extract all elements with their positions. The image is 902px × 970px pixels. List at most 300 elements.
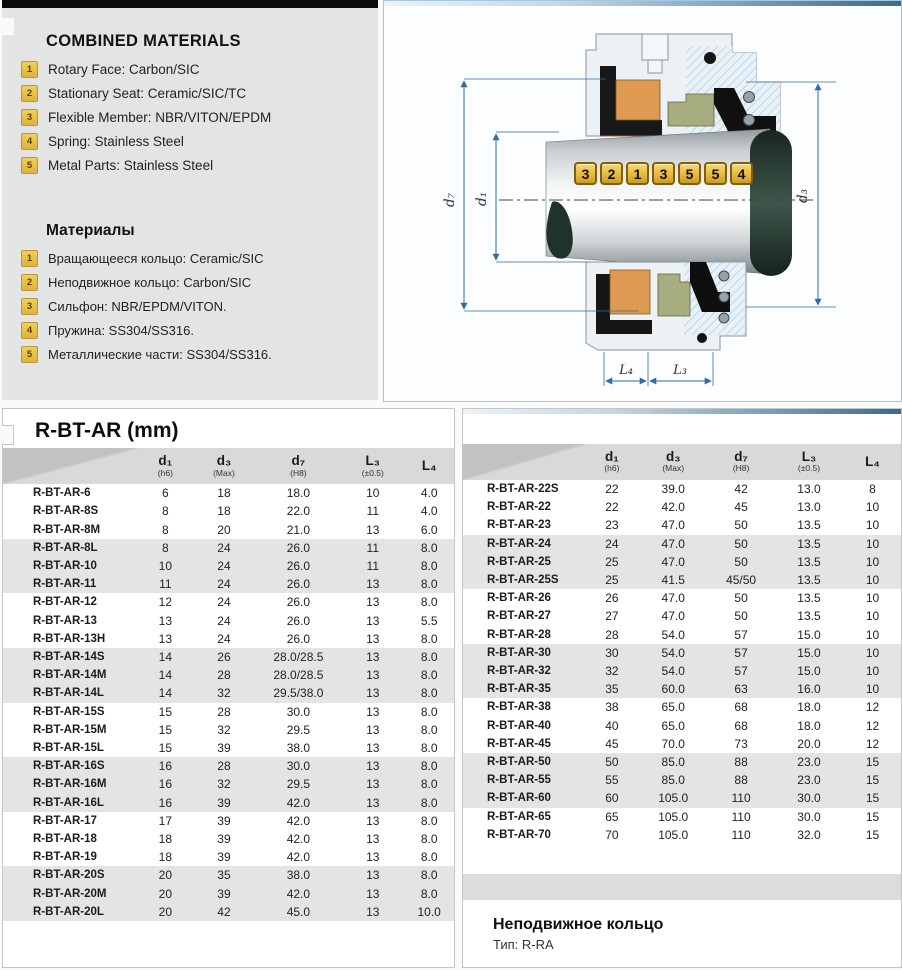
material-text: Rotary Face: Carbon/SIC [48,62,200,77]
value-cell: 41.5 [638,571,708,589]
value-cell: 18 [158,850,173,865]
table-row [3,848,454,866]
model-cell: R-BT-AR-20M [3,885,138,903]
item-number-badge: 4 [21,322,38,339]
value-cell: 8.0 [404,539,454,557]
materials-title-ru: Материалы [46,222,135,239]
top-blue-gradient-bar [463,409,901,414]
value-cell: 13 [366,722,380,737]
value-cell: 18 [217,504,231,519]
value-cell: 13 [341,666,404,684]
model-cell: R-BT-AR-25S [463,571,586,589]
table-row [3,502,454,520]
value-cell: 13.5 [774,535,844,553]
value-cell: 39 [192,794,255,812]
value-cell: 88 [708,753,774,771]
value-cell: 20 [217,522,231,537]
dim-label-d3: d₃ [795,188,811,204]
table-row [463,789,901,807]
value-cell: 26.0 [286,631,311,646]
footer-type: Тип: R-RA [493,937,554,953]
value-cell: 13 [366,832,380,847]
dim-label-L3: L₃ [673,363,687,378]
dim-label-L4: L₄ [619,363,633,378]
material-item [21,322,378,339]
value-cell: 15 [865,809,880,824]
value-cell: 65.0 [661,700,685,715]
value-cell: 15.0 [797,627,821,642]
spring-coil [719,292,729,302]
table-row [3,684,454,702]
value-cell: 88 [708,771,774,789]
value-cell: 42 [192,903,255,921]
top-blue-gradient-bar [384,1,901,6]
value-cell: 16 [138,794,192,812]
value-cell: 39 [217,850,231,865]
value-cell: 27 [605,609,619,624]
dim-label-d7: d₇ [442,192,458,208]
value-cell: 30.0 [256,757,342,775]
value-cell: 13 [341,885,404,903]
value-cell: 26.0 [256,557,342,575]
spring-coil [719,271,729,281]
value-cell: 10 [865,627,880,642]
value-cell: 8.0 [404,866,454,884]
value-cell: 10 [865,609,880,624]
value-cell: 24 [192,557,255,575]
model-cell: R-BT-AR-70 [487,828,551,841]
value-cell: 110 [731,827,751,842]
corner-header-cell [3,448,138,484]
column-header: L₃ (±0.5) [341,448,404,484]
material-text: Вращающееся кольцо: Ceramic/SIC [48,251,264,266]
set-screw [642,34,668,60]
value-cell: 42.0 [286,813,311,828]
value-cell: 13.5 [797,591,821,606]
value-cell: 47.0 [661,518,685,533]
material-item [21,346,378,363]
table-row [463,826,901,844]
value-cell: 18 [158,832,173,847]
value-cell: 10 [366,486,380,501]
model-cell: R-BT-AR-15L [33,742,104,755]
value-cell: 24 [192,575,255,593]
value-cell: 32.0 [797,827,821,842]
value-cell: 8.0 [404,757,454,775]
value-cell: 85.0 [638,771,708,789]
value-cell: 10 [844,571,901,589]
value-cell: 10 [844,680,901,698]
table-row [463,553,901,571]
table-row [3,612,454,630]
table-row [463,735,901,753]
value-cell: 50 [586,753,639,771]
table-row [3,903,454,921]
value-cell: 30.0 [774,789,844,807]
value-cell: 32 [217,722,231,737]
value-cell: 13.5 [797,518,821,533]
materials-list-ru [2,250,378,363]
model-cell: R-BT-AR-22 [487,501,551,514]
value-cell: 13 [366,813,380,828]
value-cell: 29.5 [256,775,342,793]
value-cell: 24 [217,595,231,610]
value-cell: 30.0 [286,704,311,719]
item-number-badge: 1 [21,250,38,267]
table-row [463,644,901,662]
value-cell: 13 [341,903,404,921]
model-cell: R-BT-AR-16M [3,775,138,793]
value-cell: 4.0 [420,504,438,519]
value-cell: 11 [341,539,404,557]
column-header: d₃ (Max) [192,448,255,484]
value-cell: 13 [366,613,380,628]
shaft-end-right [750,130,792,276]
value-cell: 42.0 [256,794,342,812]
value-cell: 10 [844,535,901,553]
diagram-panel [383,0,902,402]
value-cell: 20 [138,885,192,903]
value-cell: 28 [192,666,255,684]
model-cell: R-BT-AR-15M [33,723,107,736]
value-cell: 68 [734,700,748,715]
value-cell: 110 [731,809,751,824]
value-cell: 14 [138,648,192,666]
value-cell: 13 [366,850,380,865]
table-row [3,830,454,848]
value-cell: 6.0 [420,522,438,537]
value-cell: 54.0 [661,627,685,642]
value-cell: 13 [341,648,404,666]
value-cell: 28.0/28.5 [256,666,342,684]
model-cell: R-BT-AR-60 [463,789,586,807]
spring-coil [744,92,755,103]
value-cell: 105.0 [658,827,689,842]
value-cell: 12 [865,700,880,715]
model-cell: R-BT-AR-23 [487,519,551,532]
value-cell: 26.0 [256,539,342,557]
value-cell: 10 [865,500,880,515]
value-cell: 25 [586,553,639,571]
item-number-badge: 2 [21,274,38,291]
value-cell: 105.0 [638,789,708,807]
table-row [3,593,454,611]
callout-badge: 5 [678,162,701,185]
table-row [3,885,454,903]
value-cell: 22 [605,482,619,496]
model-cell: R-BT-AR-50 [463,753,586,771]
value-cell: 8 [869,482,876,496]
value-cell: 26 [192,648,255,666]
table-row [463,535,901,553]
value-cell: 32 [192,775,255,793]
column-header: L₄ [404,448,454,484]
callout-badge: 4 [730,162,753,185]
value-cell: 57 [708,662,774,680]
value-cell: 15.0 [774,662,844,680]
footer-title: Неподвижное кольцо [493,916,664,934]
table-row [463,698,901,716]
value-cell: 50 [734,518,748,533]
value-cell: 54.0 [638,644,708,662]
value-cell: 24 [217,613,231,628]
value-cell: 10 [844,553,901,571]
value-cell: 13.5 [774,553,844,571]
model-cell: R-BT-AR-16L [3,794,138,812]
table-row [3,703,454,721]
table-row [3,739,454,757]
set-screw-tip [648,60,662,73]
value-cell: 10 [844,644,901,662]
value-cell: 45/50 [708,571,774,589]
edge-notch [2,425,14,445]
value-cell: 16.0 [774,680,844,698]
value-cell: 70.0 [661,736,685,751]
value-cell: 39.0 [661,482,685,496]
value-cell: 42.0 [286,832,311,847]
table-row [3,557,454,575]
value-cell: 8.0 [404,684,454,702]
model-cell: R-BT-AR-19 [33,851,97,864]
table-row [3,521,454,539]
value-cell: 25 [586,571,639,589]
column-header: d₁ (h6) [138,448,192,484]
model-cell: R-BT-AR-16S [3,757,138,775]
value-cell: 15 [158,741,173,756]
value-cell: 10 [865,518,880,533]
table-title: R-BT-AR (mm) [35,419,179,442]
value-cell: 5.5 [420,613,438,628]
table-row [3,484,454,502]
table-row [463,808,901,826]
model-cell: R-BT-AR-17 [33,814,97,827]
spring-coil [719,313,729,323]
table-row [463,680,901,698]
value-cell: 13 [158,613,173,628]
value-cell: 65 [605,809,619,824]
value-cell: 22.0 [286,504,311,519]
value-cell: 26.0 [256,575,342,593]
table-row [3,666,454,684]
material-item [21,298,378,315]
value-cell: 39 [217,832,231,847]
value-cell: 15.0 [774,644,844,662]
value-cell: 85.0 [638,753,708,771]
model-cell: R-BT-AR-45 [487,737,551,750]
model-cell: R-BT-AR-35 [463,680,586,698]
value-cell: 55 [586,771,639,789]
value-cell: 24 [217,631,231,646]
table-row [3,812,454,830]
material-text: Пружина: SS304/SS316. [48,323,194,338]
spring-coil [744,115,755,126]
value-cell: 68 [734,718,748,733]
value-cell: 28 [192,757,255,775]
value-cell: 30 [586,644,639,662]
value-cell: 50 [734,609,748,624]
table-row [3,721,454,739]
item-number-badge: 2 [21,85,38,102]
material-text: Металлические части: SS304/SS316. [48,347,272,362]
value-cell: 8 [162,522,169,537]
table-row [3,794,454,812]
table-row [3,866,454,884]
model-cell: R-BT-AR-28 [487,628,551,641]
material-item [21,157,378,174]
model-cell: R-BT-AR-32 [463,662,586,680]
value-cell: 47.0 [638,535,708,553]
value-cell: 6 [162,486,169,501]
value-cell: 8.0 [420,832,438,847]
value-cell: 23.0 [774,753,844,771]
header-row [3,448,454,484]
value-cell: 45 [734,500,748,515]
seat-lower [610,270,650,314]
material-text: Stationary Seat: Ceramic/SIC/TC [48,86,247,101]
value-cell: 110 [708,789,774,807]
model-cell: R-BT-AR-27 [487,610,551,623]
model-cell: R-BT-AR-14S [3,648,138,666]
callout-badge: 1 [626,162,649,185]
value-cell: 20.0 [797,736,821,751]
model-cell: R-BT-AR-8M [33,523,101,536]
value-cell: 47.0 [638,553,708,571]
callout-badges [574,162,753,185]
separator-band [463,874,901,900]
value-cell: 8.0 [420,741,438,756]
value-cell: 29.5 [286,722,311,737]
item-number-badge: 5 [21,157,38,174]
materials-list-en [2,61,378,174]
model-cell: R-BT-AR-13 [33,614,97,627]
value-cell: 16 [138,775,192,793]
value-cell: 38.0 [256,866,342,884]
value-cell: 45 [605,736,619,751]
value-cell: 26.0 [286,595,311,610]
value-cell: 65.0 [661,718,685,733]
value-cell: 11 [138,575,192,593]
value-cell: 14 [138,684,192,702]
model-cell: R-BT-AR-14M [3,666,138,684]
column-header: d₇ (H8) [708,444,774,480]
value-cell: 13.0 [797,482,821,496]
value-cell: 13.5 [774,571,844,589]
model-cell: R-BT-AR-18 [33,833,97,846]
value-cell: 29.5/38.0 [256,684,342,702]
value-cell: 4.0 [420,486,438,501]
value-cell: 30.0 [797,809,821,824]
value-cell: 13 [341,684,404,702]
value-cell: 40 [605,718,619,733]
model-cell: R-BT-AR-8L [3,539,138,557]
value-cell: 8.0 [404,666,454,684]
value-cell: 35 [192,866,255,884]
model-cell: R-BT-AR-20S [3,866,138,884]
value-cell: 8.0 [420,813,438,828]
value-cell: 24 [586,535,639,553]
callout-badge: 2 [600,162,623,185]
material-text: Сильфон: NBR/EPDM/VITON. [48,299,227,314]
value-cell: 18.0 [797,700,821,715]
value-cell: 18 [217,486,231,501]
material-item [21,85,378,102]
value-cell: 8.0 [420,595,438,610]
value-cell: 24 [192,539,255,557]
value-cell: 60 [586,789,639,807]
materials-title-en: COMBINED MATERIALS [46,32,241,50]
value-cell: 13 [366,595,380,610]
item-number-badge: 3 [21,298,38,315]
value-cell: 47.0 [661,609,685,624]
dim-label-d1: d₁ [474,191,490,207]
value-cell: 26.0 [286,613,311,628]
value-cell: 8.0 [420,704,438,719]
value-cell: 13 [341,775,404,793]
value-cell: 12 [865,736,880,751]
table-row [3,775,454,793]
table-row [463,516,901,534]
value-cell: 13 [341,794,404,812]
value-cell: 20 [138,866,192,884]
value-cell: 60.0 [638,680,708,698]
value-cell: 32 [192,684,255,702]
shaft [546,129,770,274]
value-cell: 23.0 [774,771,844,789]
value-cell: 39 [217,813,231,828]
table-row [3,539,454,557]
edge-notch [2,18,14,35]
value-cell: 42.0 [661,500,685,515]
item-number-badge: 5 [21,346,38,363]
value-cell: 54.0 [638,662,708,680]
value-cell: 8.0 [420,631,438,646]
model-cell: R-BT-AR-12 [33,596,97,609]
value-cell: 8 [162,504,169,519]
value-cell: 26 [605,591,619,606]
value-cell: 15 [844,789,901,807]
value-cell: 57 [734,627,748,642]
column-header: d₁ (h6) [586,444,639,480]
value-cell: 39 [192,885,255,903]
value-cell: 13 [158,631,173,646]
model-cell: R-BT-AR-65 [487,810,551,823]
value-cell: 39 [217,741,231,756]
material-item [21,250,378,267]
dimension-table-panel-left [2,408,455,968]
value-cell: 8.0 [420,850,438,865]
value-cell: 42 [734,482,748,496]
value-cell: 28.0/28.5 [256,648,342,666]
model-cell: R-BT-AR-20L [3,903,138,921]
value-cell: 13 [341,866,404,884]
table-row [463,771,901,789]
value-cell: 63 [708,680,774,698]
column-header: d₃ (Max) [638,444,708,480]
material-item [21,109,378,126]
value-cell: 13 [366,741,380,756]
material-text: Flexible Member: NBR/VITON/EPDM [48,110,272,125]
o-ring-dot-upper [704,52,716,64]
value-cell: 8.0 [404,794,454,812]
dimension-table-right [463,444,901,844]
value-cell: 50 [708,553,774,571]
value-cell: 13 [366,631,380,646]
value-cell: 15 [158,722,173,737]
item-number-badge: 4 [21,133,38,150]
table-row [463,662,901,680]
table-row [3,648,454,666]
value-cell: 8 [138,539,192,557]
